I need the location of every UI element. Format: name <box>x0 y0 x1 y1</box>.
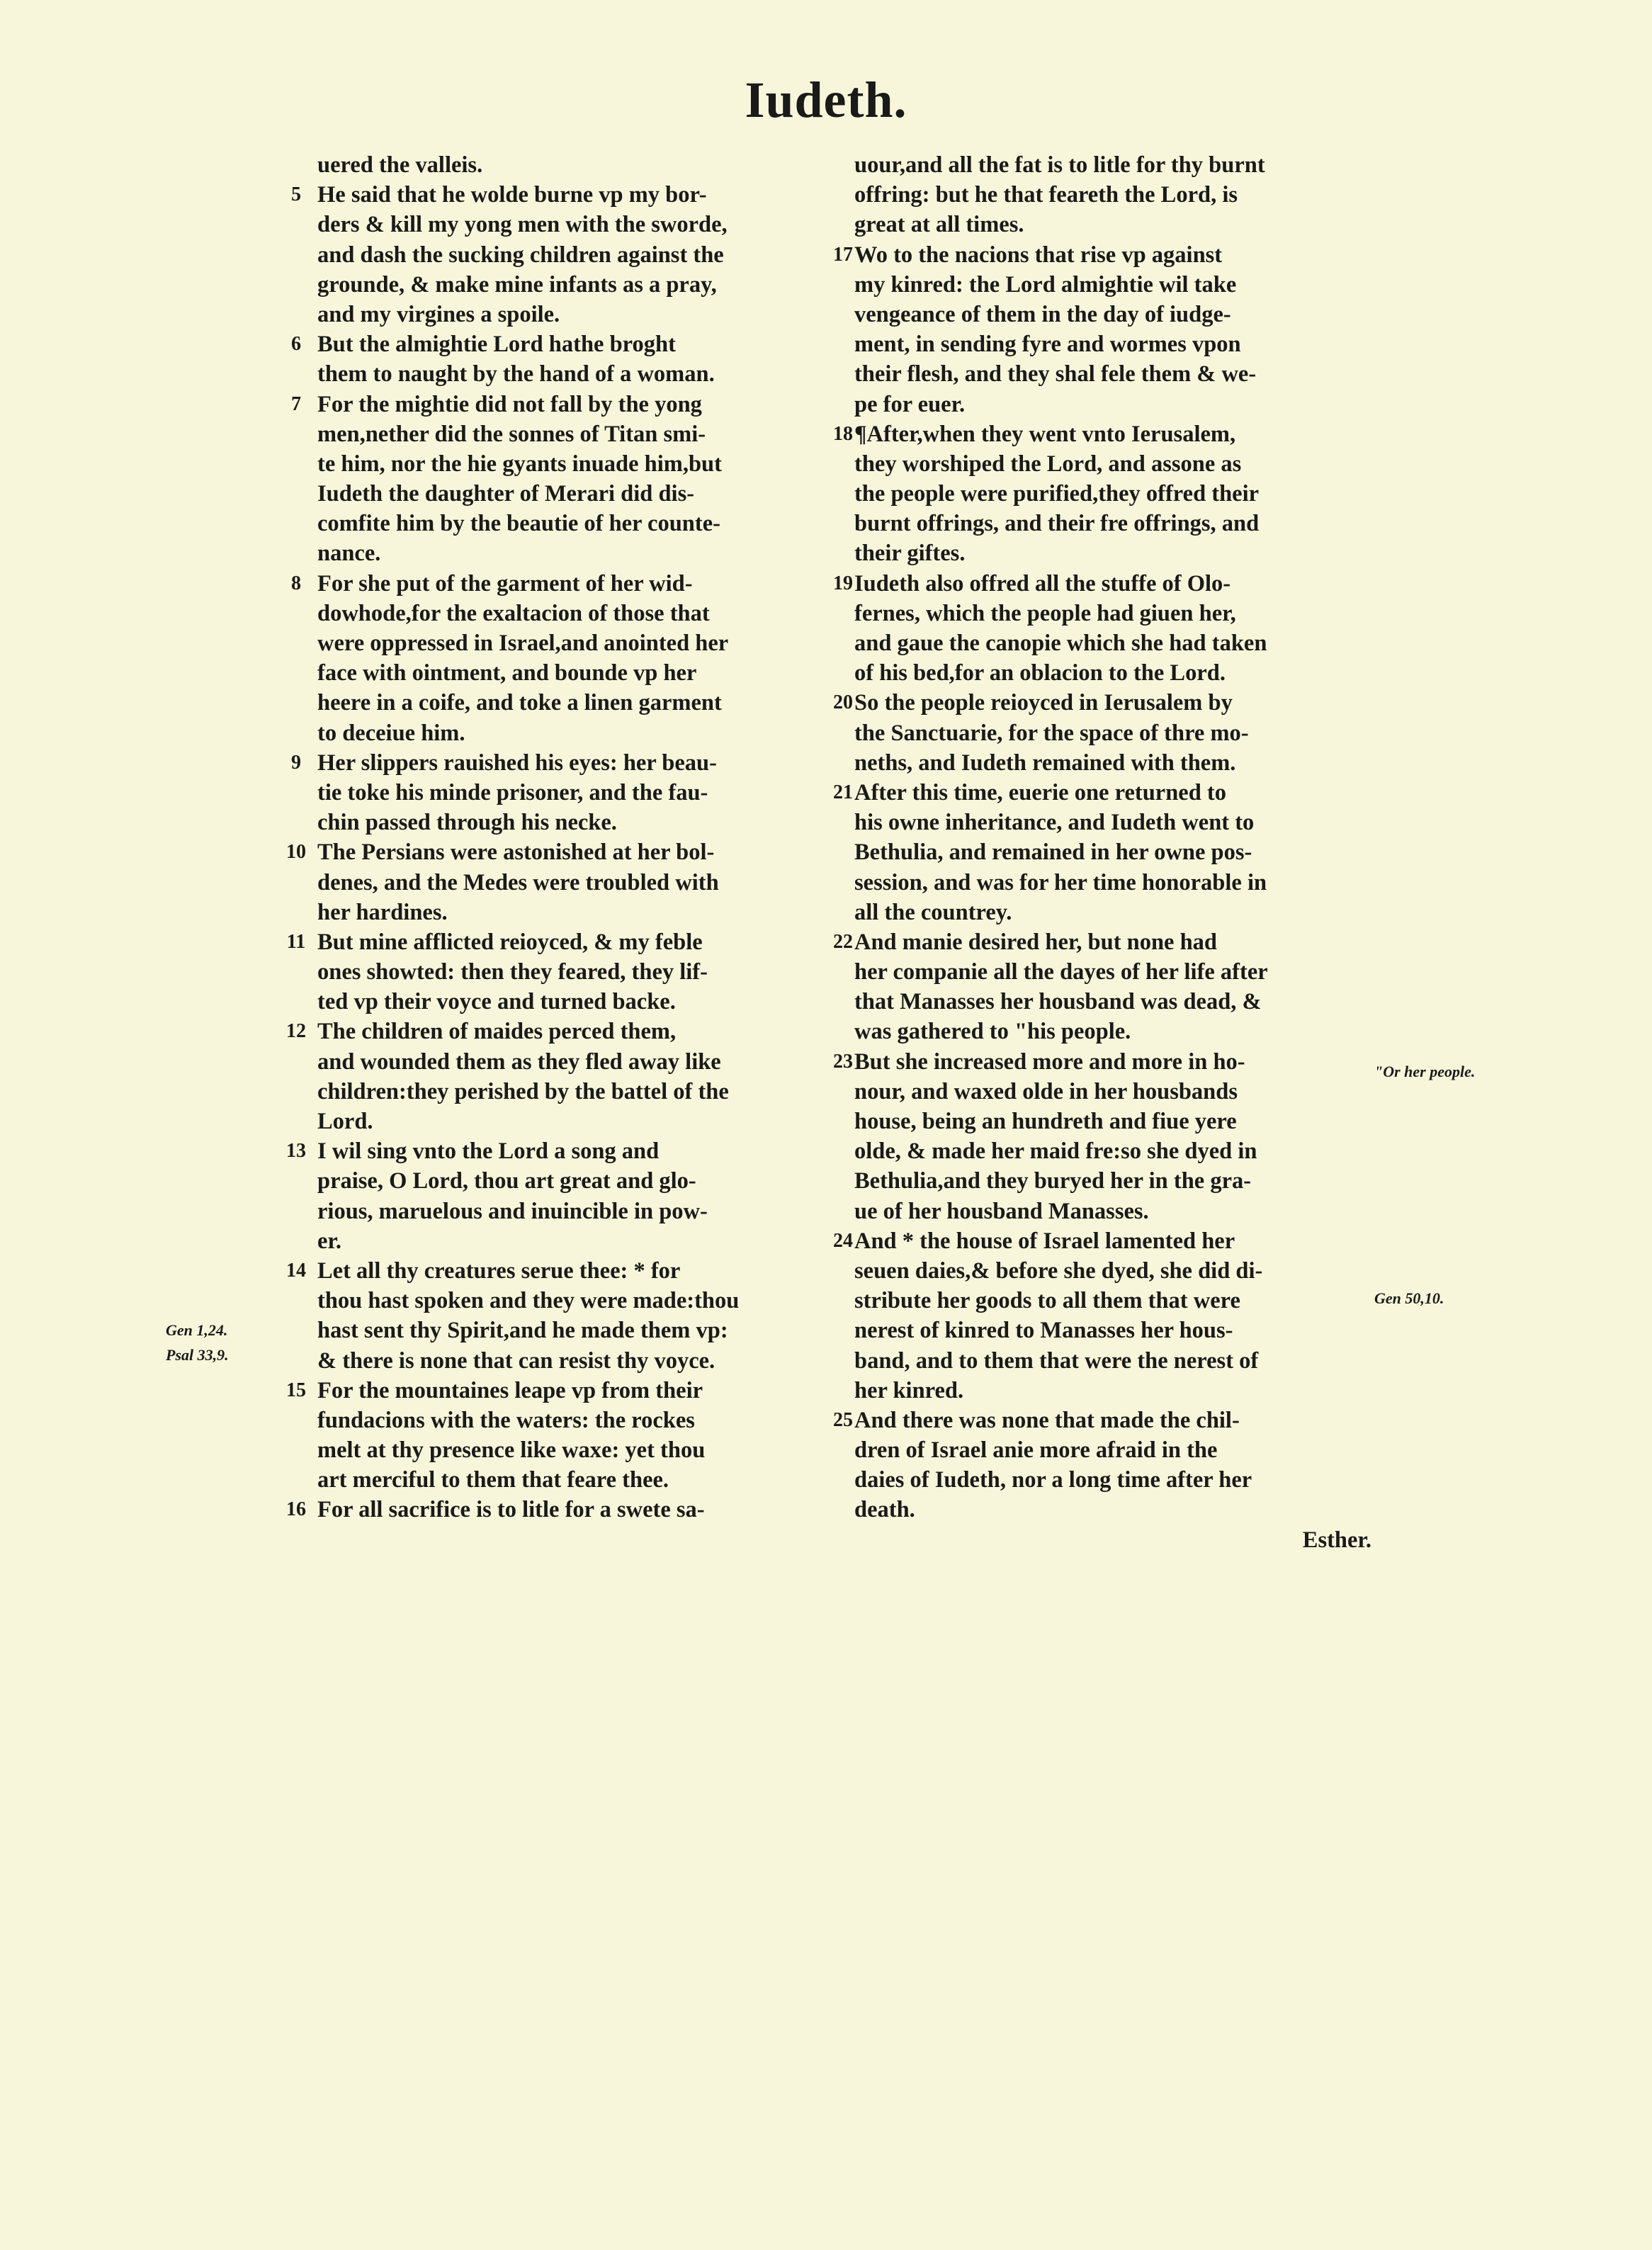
verse-text: The children of maides perced them, <box>317 1019 677 1045</box>
text-line <box>286 1256 827 1286</box>
verse-text: Lord. <box>317 1109 373 1134</box>
verse-text: that Manasses her housband was dead, & <box>854 989 1262 1015</box>
text-line <box>854 180 1371 210</box>
verse-text: to deceiue him. <box>317 720 465 746</box>
text-line <box>286 1017 827 1046</box>
verse-text: burnt offrings, and their fre offrings, and <box>854 511 1260 537</box>
margin-note-gen-2: Gen 50,10. <box>1374 1289 1444 1307</box>
verse-text: I wil sing vnto the Lord a song and <box>317 1138 660 1165</box>
text-line <box>317 868 827 898</box>
verse-number: 14 <box>286 1259 306 1282</box>
verse-text: offring: but he that feareth the Lord, is <box>854 182 1238 208</box>
text-line <box>317 1406 827 1435</box>
text-line <box>854 748 1371 778</box>
verse-text: my kinred: the Lord almightie wil take <box>854 271 1237 298</box>
verse-text: stribute her goods to all them that were <box>854 1288 1240 1314</box>
text-line <box>854 808 1371 837</box>
text-line <box>854 538 1371 568</box>
text-line <box>317 1166 827 1196</box>
margin-note-psal: Psal 33,9. <box>166 1346 229 1364</box>
verse-text: For the mightie did not fall by the yong <box>317 391 702 417</box>
text-line <box>286 927 827 957</box>
text-line <box>317 1107 827 1136</box>
text-line <box>854 1376 1371 1406</box>
verse-text: er. <box>317 1228 341 1254</box>
verse-text: her kinred. <box>854 1377 964 1403</box>
text-line <box>854 359 1371 389</box>
verse-text: men,nether did the sonnes of Titan smi- <box>317 421 706 447</box>
verse-text: great at all times. <box>854 212 1024 238</box>
text-line <box>317 359 827 389</box>
verse-text: all the countrey. <box>854 899 1012 925</box>
verse-text: their giftes. <box>854 541 966 567</box>
right-column <box>833 150 1371 1555</box>
verse-number: 24 <box>833 1229 853 1252</box>
verse-text: ue of her housband Manasses. <box>854 1198 1149 1224</box>
text-line <box>854 1256 1371 1286</box>
text-line <box>317 210 827 239</box>
verse-text: fundacions with the waters: the rockes <box>317 1407 695 1433</box>
verse-text: For the mountaines leape vp from their <box>317 1377 703 1403</box>
text-line <box>317 1226 827 1256</box>
verse-text: and wounded them as they fled away like <box>317 1048 721 1075</box>
text-line <box>833 688 1371 718</box>
verse-text: them to naught by the hand of a woman. <box>317 361 715 388</box>
text-line <box>286 837 827 867</box>
text-line <box>833 1047 1371 1077</box>
verse-text: But mine afflicted reioyced, & my feble <box>317 929 703 955</box>
verse-text: dren of Israel anie more afraid in the <box>854 1437 1218 1464</box>
text-line <box>291 569 827 599</box>
text-line <box>317 509 827 538</box>
verse-text: Iudeth the daughter of Merari did dis- <box>317 481 695 507</box>
text-line <box>317 1077 827 1107</box>
verse-number: 6 <box>291 333 301 356</box>
text-line <box>854 868 1371 898</box>
verse-text: children:they perished by the battel of the <box>317 1078 729 1104</box>
text-line <box>286 1495 827 1525</box>
text-line <box>854 1197 1371 1226</box>
text-line <box>854 1316 1371 1345</box>
verse-text: But she increased more and more in ho- <box>854 1048 1245 1075</box>
text-line <box>317 538 827 568</box>
verse-text: ment, in sending fyre and wormes vpon <box>854 332 1241 358</box>
text-line <box>833 1406 1371 1435</box>
text-line <box>854 1107 1371 1136</box>
text-line <box>854 987 1371 1017</box>
verse-text: uered the valleis. <box>317 152 483 178</box>
verse-number: 16 <box>286 1498 306 1521</box>
verse-number: 25 <box>833 1408 853 1431</box>
text-line <box>854 1017 1371 1046</box>
text-line <box>854 957 1371 987</box>
verse-text: The Persians were astonished at her bol- <box>317 839 715 866</box>
verse-text: chin passed through his necke. <box>317 810 617 836</box>
verse-text: After this time, euerie one returned to <box>854 779 1226 805</box>
verse-text: and gaue the canopie which she had taken <box>854 631 1267 656</box>
text-line <box>317 1316 827 1345</box>
text-line <box>854 1077 1371 1107</box>
text-line <box>317 1346 827 1376</box>
verse-text: her hardines. <box>317 899 448 925</box>
verse-text: tie toke his minde prisoner, and the fau- <box>317 779 708 805</box>
verse-text: Iudeth also offred all the stuffe of Olo- <box>854 570 1231 597</box>
text-line <box>854 329 1371 359</box>
text-line <box>317 778 827 808</box>
text-line <box>317 240 827 270</box>
text-line <box>854 1136 1371 1166</box>
verse-text: denes, and the Medes were troubled with <box>317 869 719 895</box>
verse-text: their flesh, and they shal fele them & we- <box>854 361 1257 388</box>
verse-text: the Sanctuarie, for the space of thre mo- <box>854 720 1249 746</box>
verse-text: seuen daies,& before she dyed, she did di- <box>854 1257 1263 1284</box>
verse-text: face with ointment, and bounde vp her <box>317 660 697 686</box>
text-line <box>854 150 1371 180</box>
verse-text: Her slippers rauished his eyes: her beau- <box>317 750 717 776</box>
verse-text: neths, and Iudeth remained with them. <box>854 750 1236 776</box>
verse-text: Bethulia, and remained in her owne pos- <box>854 839 1252 866</box>
text-line <box>854 210 1371 239</box>
text-line <box>854 1286 1371 1316</box>
verse-text: Let all thy creatures serue thee: * for <box>317 1257 681 1284</box>
verse-text: So the people reioyced in Ierusalem by <box>854 690 1233 716</box>
verse-text: nerest of kinred to Manasses her hous- <box>854 1318 1233 1344</box>
verse-text: was gathered to "his people. <box>854 1019 1131 1045</box>
text-line <box>317 658 827 688</box>
margin-note-gen: Gen 1,24. <box>166 1321 228 1339</box>
text-line <box>317 1435 827 1465</box>
verse-text: nour, and waxed olde in her housbands <box>854 1078 1238 1104</box>
verse-number: 9 <box>291 751 301 774</box>
verse-text: heere in a coife, and toke a linen garment <box>317 690 722 716</box>
verse-number: 21 <box>833 781 853 803</box>
verse-text: band, and to them that were the nerest of <box>854 1347 1259 1374</box>
verse-number: 10 <box>286 841 306 864</box>
verse-text: vengeance of them in the day of iudge- <box>854 301 1231 327</box>
text-line <box>291 748 827 778</box>
text-line <box>317 987 827 1017</box>
verse-text: & there is none that can resist thy voyce. <box>317 1347 715 1374</box>
text-line <box>317 270 827 300</box>
verse-text: session, and was for her time honorable in <box>854 869 1267 895</box>
text-line <box>317 1047 827 1077</box>
verse-text: nance. <box>317 541 381 567</box>
text-line <box>317 718 827 748</box>
verse-text: thou hast spoken and they were made:thou <box>317 1288 740 1314</box>
text-line <box>833 1226 1371 1256</box>
verse-number: 23 <box>833 1050 853 1073</box>
verse-number: 13 <box>286 1140 306 1163</box>
text-line <box>317 419 827 449</box>
verse-text: daies of Iudeth, nor a long time after her <box>854 1467 1252 1493</box>
text-line <box>291 180 827 210</box>
catchword-line <box>854 1525 1371 1555</box>
verse-text: And manie desired her, but none had <box>854 929 1218 955</box>
verse-number: 7 <box>291 392 301 415</box>
verse-text: of his bed,for an oblacion to the Lord. <box>854 660 1226 686</box>
text-line <box>317 449 827 479</box>
verse-text: and dash the sucking children against the <box>317 242 724 268</box>
verse-text: melt at thy presence like waxe: yet thou <box>317 1437 706 1464</box>
text-line <box>317 479 827 509</box>
verse-number: 22 <box>833 930 853 953</box>
verse-text: For all sacrifice is to litle for a swete sa- <box>317 1497 705 1523</box>
text-line <box>854 449 1371 479</box>
text-line <box>854 599 1371 628</box>
text-line <box>854 479 1371 509</box>
text-line <box>317 957 827 987</box>
verse-text: ted vp their voyce and turned backe. <box>317 989 676 1015</box>
text-line <box>833 419 1371 449</box>
text-line <box>854 1435 1371 1465</box>
verse-text: praise, O Lord, thou art great and glo- <box>317 1168 696 1194</box>
verse-number: 18 <box>833 422 853 445</box>
verse-number: 20 <box>833 691 853 714</box>
text-line <box>286 1376 827 1406</box>
margin-note-people: "Or her people. <box>1374 1063 1476 1080</box>
page-title: Iudeth. <box>745 72 907 128</box>
text-line <box>833 778 1371 808</box>
text-line <box>317 1197 827 1226</box>
text-line <box>833 927 1371 957</box>
text-line <box>854 837 1371 867</box>
verse-text: rious, maruelous and inuincible in pow- <box>317 1198 708 1224</box>
text-line <box>854 390 1371 419</box>
verse-number: 8 <box>291 572 301 594</box>
verse-number: 11 <box>286 930 306 953</box>
verse-text: pe for euer. <box>854 391 966 417</box>
verse-text: her companie all the dayes of her life after <box>854 959 1268 985</box>
left-column <box>286 150 827 1525</box>
verse-text: And there was none that made the chil- <box>854 1407 1240 1433</box>
verse-text: Bethulia,and they buryed her in the gra- <box>854 1168 1252 1194</box>
text-line <box>317 688 827 718</box>
verse-number: 17 <box>833 243 853 266</box>
verse-text: were oppressed in Israel,and anointed her <box>317 631 729 656</box>
text-line <box>854 270 1371 300</box>
text-line <box>854 1166 1371 1196</box>
verse-text: For she put of the garment of her wid- <box>317 570 693 597</box>
text-line <box>317 300 827 329</box>
verse-text: But the almightie Lord hathe broght <box>317 332 676 358</box>
verse-text: olde, & made her maid fre:so she dyed in <box>854 1138 1257 1165</box>
verse-text: hast sent thy Spirit,and he made them vp: <box>317 1318 728 1344</box>
verse-text: his owne inheritance, and Iudeth went to <box>854 810 1255 836</box>
text-line <box>854 509 1371 538</box>
text-line <box>317 808 827 837</box>
verse-text: the people were purified,they offred their <box>854 481 1260 507</box>
text-line <box>833 240 1371 270</box>
verse-number: 12 <box>286 1020 306 1043</box>
verse-text: fernes, which the people had giuen her, <box>854 600 1236 626</box>
text-line <box>291 390 827 419</box>
verse-text: He said that he wolde burne vp my bor- <box>317 182 707 208</box>
text-line <box>854 1465 1371 1495</box>
verse-text: Wo to the nacions that rise vp against <box>854 242 1223 268</box>
verse-text: ¶After,when they went vnto Ierusalem, <box>854 421 1236 447</box>
verse-text: comfite him by the beautie of her counte- <box>317 511 720 537</box>
text-line <box>833 569 1371 599</box>
text-line <box>317 1465 827 1495</box>
verse-text: and my virgines a spoile. <box>317 301 560 327</box>
text-line <box>854 718 1371 748</box>
text-line <box>854 898 1371 927</box>
verse-text: ones showted: then they feared, they lif- <box>317 959 708 985</box>
text-line <box>317 628 827 658</box>
text-line <box>854 1495 1371 1525</box>
verse-text: art merciful to them that feare thee. <box>317 1467 669 1493</box>
text-line <box>317 150 827 180</box>
text-line <box>854 1346 1371 1376</box>
catchword: Esther. <box>1302 1527 1371 1553</box>
verse-text: they worshiped the Lord, and assone as <box>854 451 1242 477</box>
text-line <box>854 300 1371 329</box>
text-line <box>317 1286 827 1316</box>
verse-text: dowhode,for the exaltacion of those that <box>317 600 710 626</box>
verse-text: te him, nor the hie gyants inuade him,but <box>317 451 722 477</box>
text-line <box>317 599 827 628</box>
verse-text: ders & kill my yong men with the sworde, <box>317 212 728 238</box>
verse-text: house, being an hundreth and fiue yere <box>854 1109 1237 1134</box>
text-line <box>317 898 827 927</box>
text-line <box>291 329 827 359</box>
verse-text: grounde, & make mine infants as a pray, <box>317 271 717 298</box>
verse-number: 15 <box>286 1379 306 1401</box>
text-line <box>854 658 1371 688</box>
verse-number: 5 <box>291 183 301 206</box>
verse-number: 19 <box>833 572 853 594</box>
verse-text: uour,and all the fat is to litle for thy burnt <box>854 152 1265 178</box>
text-line <box>854 628 1371 658</box>
text-line <box>286 1136 827 1166</box>
verse-text: And * the house of Israel lamented her <box>854 1228 1235 1254</box>
verse-text: death. <box>854 1497 915 1523</box>
